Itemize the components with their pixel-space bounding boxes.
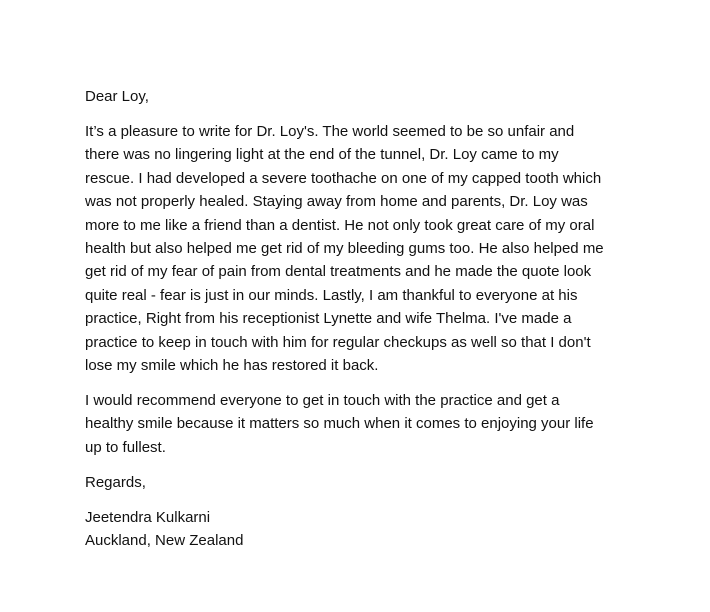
signature-location: Auckland, New Zealand [85, 531, 244, 549]
closing: Regards, [85, 473, 146, 491]
paragraph-line: It’s a pleasure to write for Dr. Loy's. The world seemed to be so unfair and [85, 122, 575, 140]
signature-block [85, 506, 625, 553]
paragraph-line: practice to keep in touch with him for regular checkups as well so that I don't [85, 333, 591, 351]
paragraph-line: practice, Right from his receptionist Lynette and wife Thelma. I've made a [85, 310, 572, 328]
paragraph-line: healthy smile because it matters so much when it comes to enjoying your life [85, 415, 594, 433]
salutation: Dear Loy, [85, 88, 149, 105]
paragraph-testimonial [85, 120, 625, 377]
paragraph-line: up to fullest. [85, 438, 166, 456]
paragraph-line: get rid of my fear of pain from dental treatments and he made the quote look [85, 263, 592, 281]
paragraph-line: there was no lingering light at the end of the tunnel, Dr. Loy came to my [85, 146, 559, 164]
paragraph-recommendation [85, 389, 625, 459]
paragraph-line: was not properly healed. Staying away from home and parents, Dr. Loy was [85, 193, 588, 211]
paragraph-line: lose my smile which he has restored it back. [85, 356, 379, 374]
paragraph-line: health but also helped me get rid of my bleeding gums too. He also helped me [85, 239, 604, 257]
paragraph-line: I would recommend everyone to get in touch with the practice and get a [85, 391, 560, 409]
paragraph-line: more to me like a friend than a dentist. He not only took great care of my oral [85, 216, 595, 234]
letter-body [85, 85, 625, 552]
paragraph-line: quite real - fear is just in our minds. Lastly, I am thankful to everyone at his [85, 286, 578, 304]
paragraph-line: rescue. I had developed a severe toothache on one of my capped tooth which [85, 169, 602, 187]
signature-name: Jeetendra Kulkarni [85, 508, 211, 526]
